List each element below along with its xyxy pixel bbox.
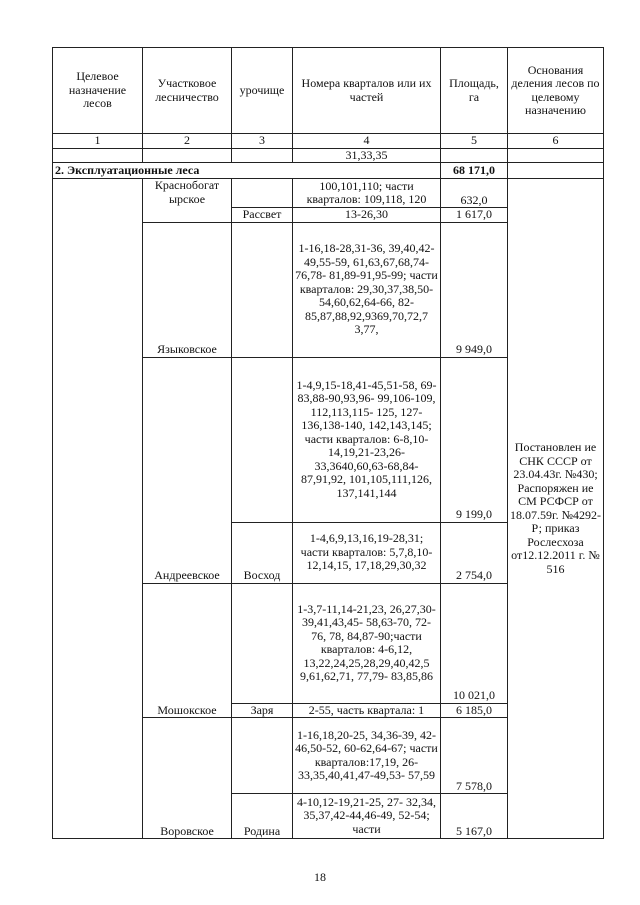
tract-cell bbox=[232, 222, 293, 357]
header-tract: урочище bbox=[232, 48, 293, 134]
section-title: 2. Эксплуатационные леса bbox=[53, 163, 441, 179]
column-number: 4 bbox=[293, 134, 441, 149]
column-number: 6 bbox=[508, 134, 604, 149]
quarters-cell: 1-4,9,15-18,41-45,51-58, 69-83,88-90,93,96- 99,106-109, 112,113,115- 125, 127-136,138-140, 142,143,145; части кварталов: 6-8,10- 14,19,21-23,26- 33,3640,60,63-68,84- 87,91,92, 101,105,111,126, 137,141,144 bbox=[293, 357, 441, 522]
page-number: 18 bbox=[314, 870, 326, 884]
column-number: 2 bbox=[143, 134, 232, 149]
quarters-cell: 2-55, часть квартала: 1 bbox=[293, 703, 441, 718]
section-area: 68 171,0 bbox=[441, 163, 508, 179]
header-basis: Основания деления лесов по целевому назначению bbox=[508, 48, 604, 134]
tract-cell bbox=[232, 357, 293, 522]
quarters-cell: 1-4,6,9,13,16,19-28,31; части кварталов: 5,7,8,10-12,14,15, 17,18,29,30,32 bbox=[293, 522, 441, 583]
quarters-cell: 1-16,18-28,31-36, 39,40,42-49,55-59, 61,63,67,68,74-76,78- 81,89-91,95-99; части кварталов: 29,30,37,38,50- 54,60,62,64-66, 82- 85,87,88,92,9369,70,72,7 3,77, bbox=[293, 222, 441, 357]
quarters-cell: 100,101,110; части кварталов: 109,118, 120 bbox=[293, 179, 441, 208]
forestry-cell: Языковское bbox=[143, 222, 232, 357]
basis-cell: Постановлен ие СНК СССР от 23.04.43г. №430; Распоряжен ие СМ РСФСР от 18.07.59г. №4292-Р; приказ Рослесхоза от12.12.2011 г. № 516 bbox=[508, 179, 604, 839]
quarters-cell: 13-26,30 bbox=[293, 208, 441, 223]
area-cell: 7 578,0 bbox=[441, 718, 508, 794]
column-number: 5 bbox=[441, 134, 508, 149]
column-number: 3 bbox=[232, 134, 293, 149]
tract-cell: Родина bbox=[232, 794, 293, 839]
tract-cell bbox=[232, 718, 293, 794]
forest-allocation-table bbox=[52, 47, 604, 839]
header-quarters: Номера кварталов или их частей bbox=[293, 48, 441, 134]
forestry-cell: Мошокское bbox=[143, 583, 232, 718]
header-forestry: Участковое лесничество bbox=[143, 48, 232, 134]
header-purpose: Целевое назначение лесов bbox=[53, 48, 143, 134]
area-cell: 6 185,0 bbox=[441, 703, 508, 718]
quarters-cell: 1-16,18,20-25, 34,36-39, 42-46,50-52, 60-62,64-67; части кварталов:17,19, 26-33,35,40,41,47-49,53- 57,59 bbox=[293, 718, 441, 794]
section-row bbox=[53, 163, 604, 179]
header-area: Площадь, га bbox=[441, 48, 508, 134]
tract-cell bbox=[232, 583, 293, 703]
forestry-cell: Андреевское bbox=[143, 357, 232, 583]
area-cell: 632,0 bbox=[441, 179, 508, 208]
area-cell: 1 617,0 bbox=[441, 208, 508, 223]
header-row bbox=[53, 48, 604, 134]
tract-cell: Рассвет bbox=[232, 208, 293, 223]
column-number: 1 bbox=[53, 134, 143, 149]
tract-cell bbox=[232, 179, 293, 208]
area-cell: 9 949,0 bbox=[441, 222, 508, 357]
area-cell: 5 167,0 bbox=[441, 794, 508, 839]
area-cell: 10 021,0 bbox=[441, 583, 508, 703]
forestry-cell: Краснобогат ырское bbox=[143, 179, 232, 223]
tract-cell: Восход bbox=[232, 522, 293, 583]
column-number-row bbox=[53, 134, 604, 149]
purpose-cell bbox=[53, 179, 143, 839]
continuation-row bbox=[53, 148, 604, 163]
area-cell: 9 199,0 bbox=[441, 357, 508, 522]
tract-cell: Заря bbox=[232, 703, 293, 718]
table-row bbox=[53, 179, 604, 208]
quarters-cell: 4-10,12-19,21-25, 27- 32,34, 35,37,42-44,46-49, 52-54; части bbox=[293, 794, 441, 839]
area-cell: 2 754,0 bbox=[441, 522, 508, 583]
forestry-cell: Воровское bbox=[143, 718, 232, 839]
quarters-cell: 31,33,35 bbox=[293, 148, 441, 163]
quarters-cell: 1-3,7-11,14-21,23, 26,27,30-39,41,43,45- 58,63-70, 72-76, 78, 84,87-90;части кварталов: 4-6,12, 13,22,24,25,28,29,40,42,5 9,61,62,71, 77,79- 83,85,86 bbox=[293, 583, 441, 703]
